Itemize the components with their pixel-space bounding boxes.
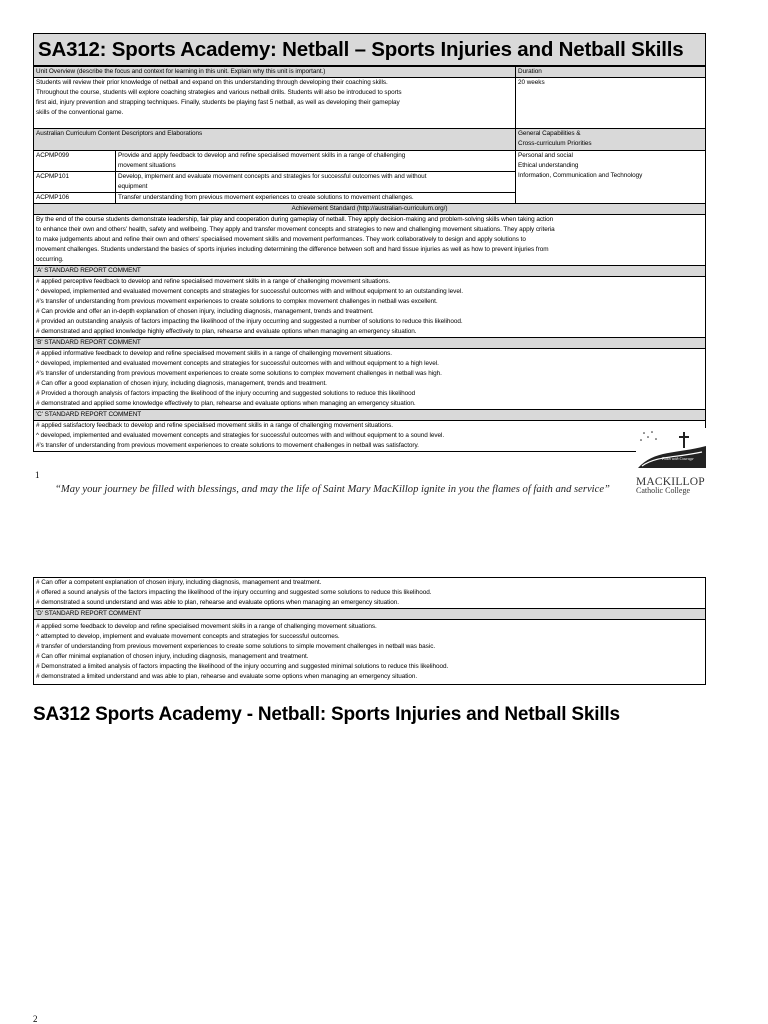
college-quote: “May your journey be filled with blessings, and may the life of Saint Mary MacKillop ignite in you the flames of faith and service” xyxy=(55,484,610,495)
descriptor-text xyxy=(116,151,516,172)
page-two-heading: SA312 Sports Academy - Netball: Sports Injuries and Netball Skills xyxy=(33,704,620,725)
achievement-text xyxy=(34,215,706,266)
page-one-table xyxy=(33,33,706,452)
overview-line: skills of the conventional game. xyxy=(36,109,124,116)
descriptor-code: ACPMP099 xyxy=(34,151,116,172)
overview-line: Throughout the course, students will explore coaching strategies and various netball drills. Students will also be introduced to sports xyxy=(36,89,402,96)
overview-text xyxy=(34,78,516,129)
report-comments-table xyxy=(33,577,706,685)
b-comment-line: # applied informative feedback to develop and refine specialised movement skills in a range of challenging movement situations. xyxy=(36,350,392,357)
overview-header: Unit Overview (describe the focus and context for learning in this unit. Explain why this unit is important.) xyxy=(34,67,516,78)
capability-item: Ethical understanding xyxy=(518,162,579,169)
b-comment-line: #'s transfer of understanding from previous movement experiences to create some solutions to complex movement challenges in netball was high. xyxy=(36,370,442,377)
college-logo xyxy=(636,428,708,506)
a-comment-text xyxy=(34,277,706,338)
descriptor-line: movement situations xyxy=(118,162,176,169)
achievement-line: occurring. xyxy=(36,256,64,263)
achievement-header: Achievement Standard (http://australian-curriculum.org/) xyxy=(34,204,706,215)
a-comment-line: # demonstrated and applied knowledge highly effectively to plan, rehearse and evaluate options when managing an emergency situation. xyxy=(36,328,417,335)
c-comment-line: # applied satisfactory feedback to develop and refine specialised movement skills in a range of challenging movement situations. xyxy=(36,422,394,429)
achievement-line: movement challenges. Students understand the basics of sports injuries including determining the difference between soft and hard tissue injuries as well as how to prevent injuries from xyxy=(36,246,549,253)
c-comment-text xyxy=(34,421,706,452)
a-comment-line: #'s transfer of understanding from previous movement experiences to create solutions to complex movement challenges in netball was excellent. xyxy=(36,298,438,305)
achievement-line: By the end of the course students demonstrate leadership, fair play and cooperation during gameplay of netball. They apply decision-making and problem-solving skills when taking action xyxy=(36,216,554,223)
capabilities-list xyxy=(516,151,706,204)
logo-name: MACKILLOP xyxy=(636,476,705,488)
b-comment-line: # Provided a thorough analysis of factors impacting the likelihood of the injury occurring and suggested solutions to reduce this likelihood xyxy=(36,390,416,397)
b-comment-header: 'B' STANDARD REPORT COMMENT xyxy=(34,338,706,349)
page-number: 1 xyxy=(35,470,40,480)
unit-overview-table xyxy=(33,66,706,452)
capabilities-header-line: General Capabilities & xyxy=(518,130,581,137)
capabilities-header xyxy=(516,129,706,151)
page-two-table xyxy=(33,577,706,685)
c-comment-continued-text xyxy=(34,578,706,609)
a-comment-header: 'A' STANDARD REPORT COMMENT xyxy=(34,266,706,277)
capability-item: Information, Communication and Technology xyxy=(518,172,643,179)
descriptor-line: Provide and apply feedback to develop and refine specialised movement skills in a range of challenging xyxy=(118,152,406,159)
overview-line: first aid, injury prevention and strapping techniques. Finally, students be playing fast 5 netball, as well as developing their gameplay xyxy=(36,99,400,106)
descriptor-line: equipment xyxy=(118,183,148,190)
d-comment-line: # Demonstrated a limited analysis of factors impacting the likelihood of the injury occurring and suggested minimal solutions to reduce this likelihood. xyxy=(36,663,449,670)
achievement-line: to make judgements about and refine their own and others' specialised movement skills and movement performances. They work collaboratively to design and apply solutions to xyxy=(36,236,526,243)
logo-emblem-icon xyxy=(636,428,708,470)
descriptor-text xyxy=(116,172,516,193)
descriptor-text: Transfer understanding from previous movement experiences to create solutions to movement challenges. xyxy=(116,193,516,204)
b-comment-line: # Can offer a good explanation of chosen injury, including diagnosis, management, trends and treatment. xyxy=(36,380,327,387)
duration-header: Duration xyxy=(516,67,706,78)
d-comment-header: 'D' STANDARD REPORT COMMENT xyxy=(34,609,706,620)
overview-line: Students will review their prior knowledge of netball and expand on this understanding through developing their coaching skills. xyxy=(36,79,388,86)
a-comment-line: # applied perceptive feedback to develop and refine specialised movement skills in a range of challenging movement situations. xyxy=(36,278,391,285)
b-comment-line: # demonstrated and applied some knowledge effectively to plan, rehearse and evaluate options when managing an emergency situation. xyxy=(36,400,416,407)
d-comment-line: # demonstrated a limited understand and was able to plan, rehearse and evaluate some options when managing an emergency situation. xyxy=(36,673,418,680)
logo-subtitle: Catholic College xyxy=(636,486,690,495)
achievement-line: to enhance their own and others' health, safety and wellbeing. They apply and transfer movement concepts and strategies to new and challenging movement situations. They apply criteria xyxy=(36,226,555,233)
b-comment-line: ^ developed, implemented and evaluated movement concepts and strategies for successful outcomes with and without equipment to a high level. xyxy=(36,360,439,367)
d-comment-line: ^ attempted to develop, implement and evaluate movement concepts and strategies for successful outcomes. xyxy=(36,633,340,640)
b-comment-text xyxy=(34,349,706,410)
c-comment-line: # offered a sound analysis of the factors impacting the likelihood of the injury occurring and suggested some solutions to reduce this likelihood. xyxy=(36,589,432,596)
d-comment-line: # applied some feedback to develop and refine specialised movement skills in a range of challenging movement situations. xyxy=(36,623,377,630)
descriptor-code: ACPMP101 xyxy=(34,172,116,193)
d-comment-line: # Can offer minimal explanation of chosen injury, including diagnosis, management and treatment. xyxy=(36,653,309,660)
curriculum-header: Australian Curriculum Content Descriptors and Elaborations xyxy=(34,129,516,151)
a-comment-line: # provided an outstanding analysis of factors impacting the likelihood of the injury occurring and suggested a number of solutions to reduce this likelihood. xyxy=(36,318,463,325)
unit-title: SA312: Sports Academy: Netball – Sports Injuries and Netball Skills xyxy=(33,33,706,66)
descriptor-code: ACPMP106 xyxy=(34,193,116,204)
c-comment-line: ^ developed, implemented and evaluated movement concepts and strategies for successful outcomes with and without equipment to a sound level. xyxy=(36,432,445,439)
capability-item: Personal and social xyxy=(518,152,573,159)
a-comment-line: ^ developed, implemented and evaluated movement concepts and strategies for successful outcomes with and without equipment to an outstanding level. xyxy=(36,288,463,295)
a-comment-line: # Can provide and offer an in-depth explanation of chosen injury, including diagnosis, management, trends and treatment. xyxy=(36,308,374,315)
c-comment-line: #'s transfer of understanding from previous movement experiences to create solutions to movement challenges in netball was satisfactory. xyxy=(36,442,419,449)
page-number: 2 xyxy=(33,1014,38,1024)
c-comment-line: # demonstrated a sound understand and was able to plan, rehearse and evaluate options when managing an emergency situation. xyxy=(36,599,399,606)
capabilities-header-line: Cross-curriculum Priorities xyxy=(518,140,592,147)
duration-value: 20 weeks xyxy=(516,78,706,129)
c-comment-line: # Can offer a competent explanation of chosen injury, including diagnosis, management and treatment. xyxy=(36,579,322,586)
logo-motto: Faith with Courage xyxy=(662,456,694,461)
c-comment-header: 'C' STANDARD REPORT COMMENT xyxy=(34,410,706,421)
descriptor-line: Develop, implement and evaluate movement concepts and strategies for successful outcomes with and without xyxy=(118,173,427,180)
d-comment-text xyxy=(34,620,706,685)
d-comment-line: # transfer of understanding from previous movement experiences to create some solutions to simple movement challenges in netball was basic. xyxy=(36,643,436,650)
